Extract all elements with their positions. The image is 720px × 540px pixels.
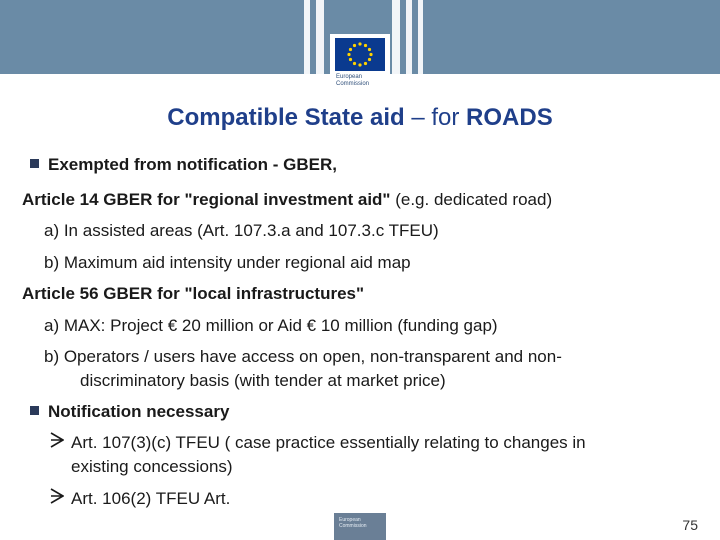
title-part1: Compatible State aid xyxy=(167,104,405,131)
banner-stripe xyxy=(406,0,412,74)
footer-logo xyxy=(334,513,386,540)
eu-flag-icon xyxy=(335,38,385,71)
list-item-b1: b) Maximum aid intensity under regional aid map xyxy=(44,253,411,272)
slide-title xyxy=(0,104,720,132)
arrow-item1-line1: Art. 107(3)(c) TFEU ( case practice essentially relating to changes in xyxy=(71,433,586,452)
logo-text xyxy=(336,74,369,88)
page-number: 75 xyxy=(682,517,698,533)
logo-text-line: Commission xyxy=(336,81,370,87)
bullet-notification: Notification necessary xyxy=(48,402,230,421)
logo-text-line: European xyxy=(336,74,363,80)
list-item-a2: a) MAX: Project € 20 million or Aid € 10 million (funding gap) xyxy=(44,316,498,335)
title-part2: ROADS xyxy=(466,104,553,131)
square-bullet-icon xyxy=(30,159,39,168)
article-14-note: (e.g. dedicated road) xyxy=(390,190,553,209)
banner-stripe xyxy=(392,0,400,74)
arrow-bullet-icon xyxy=(50,432,64,453)
title-dash: – for xyxy=(404,104,467,131)
arrow-item2: Art. 106(2) TFEU Art. xyxy=(71,489,231,508)
banner-stripe xyxy=(418,0,423,74)
list-item-b2-line2: discriminatory basis (with tender at market price) xyxy=(80,371,446,390)
square-bullet-icon xyxy=(30,406,39,415)
european-commission-logo xyxy=(330,34,390,94)
footer-logo-text: European Commission xyxy=(339,517,367,529)
arrow-bullet-icon xyxy=(50,488,64,509)
banner-stripe xyxy=(316,0,324,74)
banner-stripe xyxy=(304,0,310,74)
article-14-heading: Article 14 GBER for "regional investment aid" xyxy=(22,190,391,209)
article-56-heading: Article 56 GBER for "local infrastructures" xyxy=(22,284,365,303)
list-item-a1: a) In assisted areas (Art. 107.3.a and 107.3.c TFEU) xyxy=(44,221,439,240)
list-item-b2-line1: b) Operators / users have access on open, non-transparent and non- xyxy=(44,347,562,366)
bullet-exempted: Exempted from notification - GBER, xyxy=(48,155,338,174)
arrow-item1-line2: existing concessions) xyxy=(71,457,233,476)
article-14-line xyxy=(22,189,552,210)
